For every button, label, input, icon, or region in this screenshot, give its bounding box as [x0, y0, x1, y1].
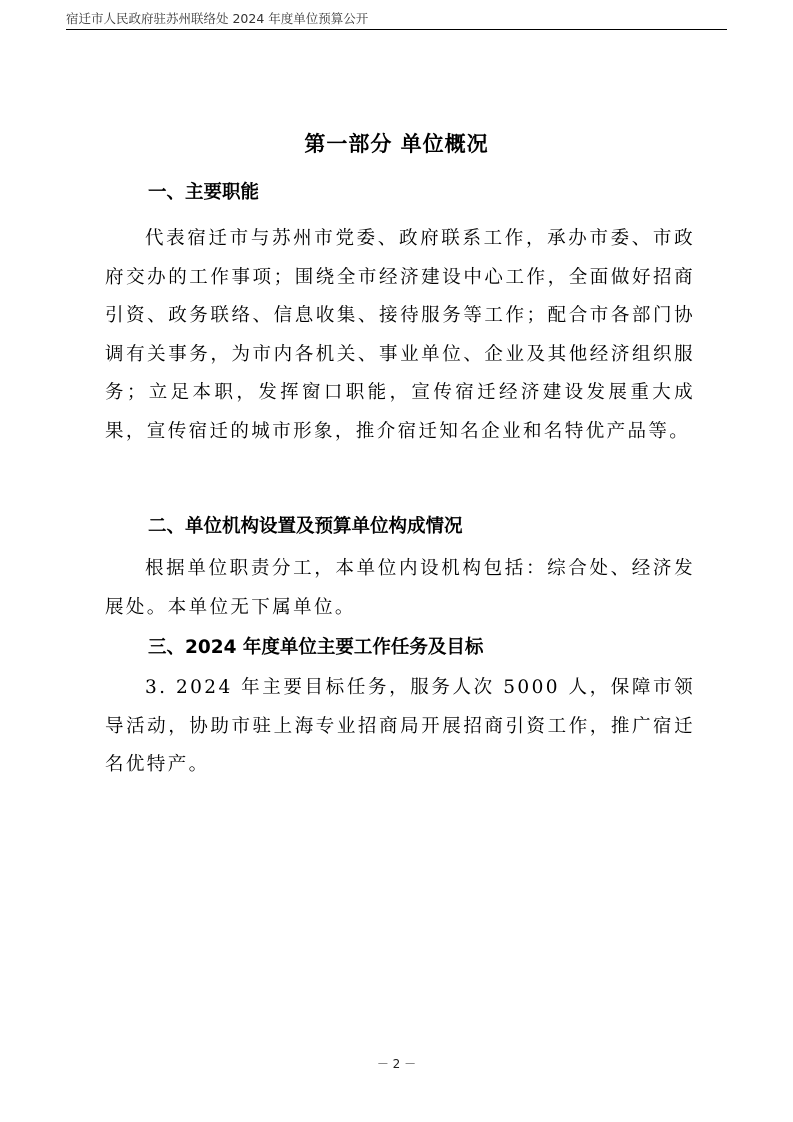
section-heading-work-goals: 三、2024 年度单位主要工作任务及目标 [148, 637, 484, 658]
section-body-organization: 根据单位职责分工，本单位内设机构包括：综合处、经济发展处。本单位无下属单位。 [105, 558, 695, 618]
header-divider [66, 29, 727, 30]
section-heading-organization: 二、单位机构设置及预算单位构成情况 [148, 516, 463, 537]
page-title: 第一部分 单位概况 [304, 132, 489, 156]
section-body-main-functions: 代表宿迁市与苏州市党委、政府联系工作，承办市委、市政府交办的工作事项；围绕全市经济建设中心工作，全面做好招商引资、政务联络、信息收集、接待服务等工作；配合市各部门协调有关事务，为市内各机关、事业单位、企业及其他经济组织服务；立足本职，发挥窗口职能，宣传宿迁经济建设发展重大成果，宣传宿迁的城市形象，推介宿迁知名企业和名特优产品等。 [105, 228, 695, 442]
page-number: － 2 － [376, 1057, 417, 1071]
section-body-work-goals: 3. 2024 年主要目标任务，服务人次 5000 人，保障市领导活动，协助市驻上海专业招商局开展招商引资工作，推广宿迁名优特产。 [105, 677, 695, 776]
running-header: 宿迁市人民政府驻苏州联络处 2024 年度单位预算公开 [66, 11, 369, 26]
section-heading-main-functions: 一、主要职能 [148, 182, 260, 203]
